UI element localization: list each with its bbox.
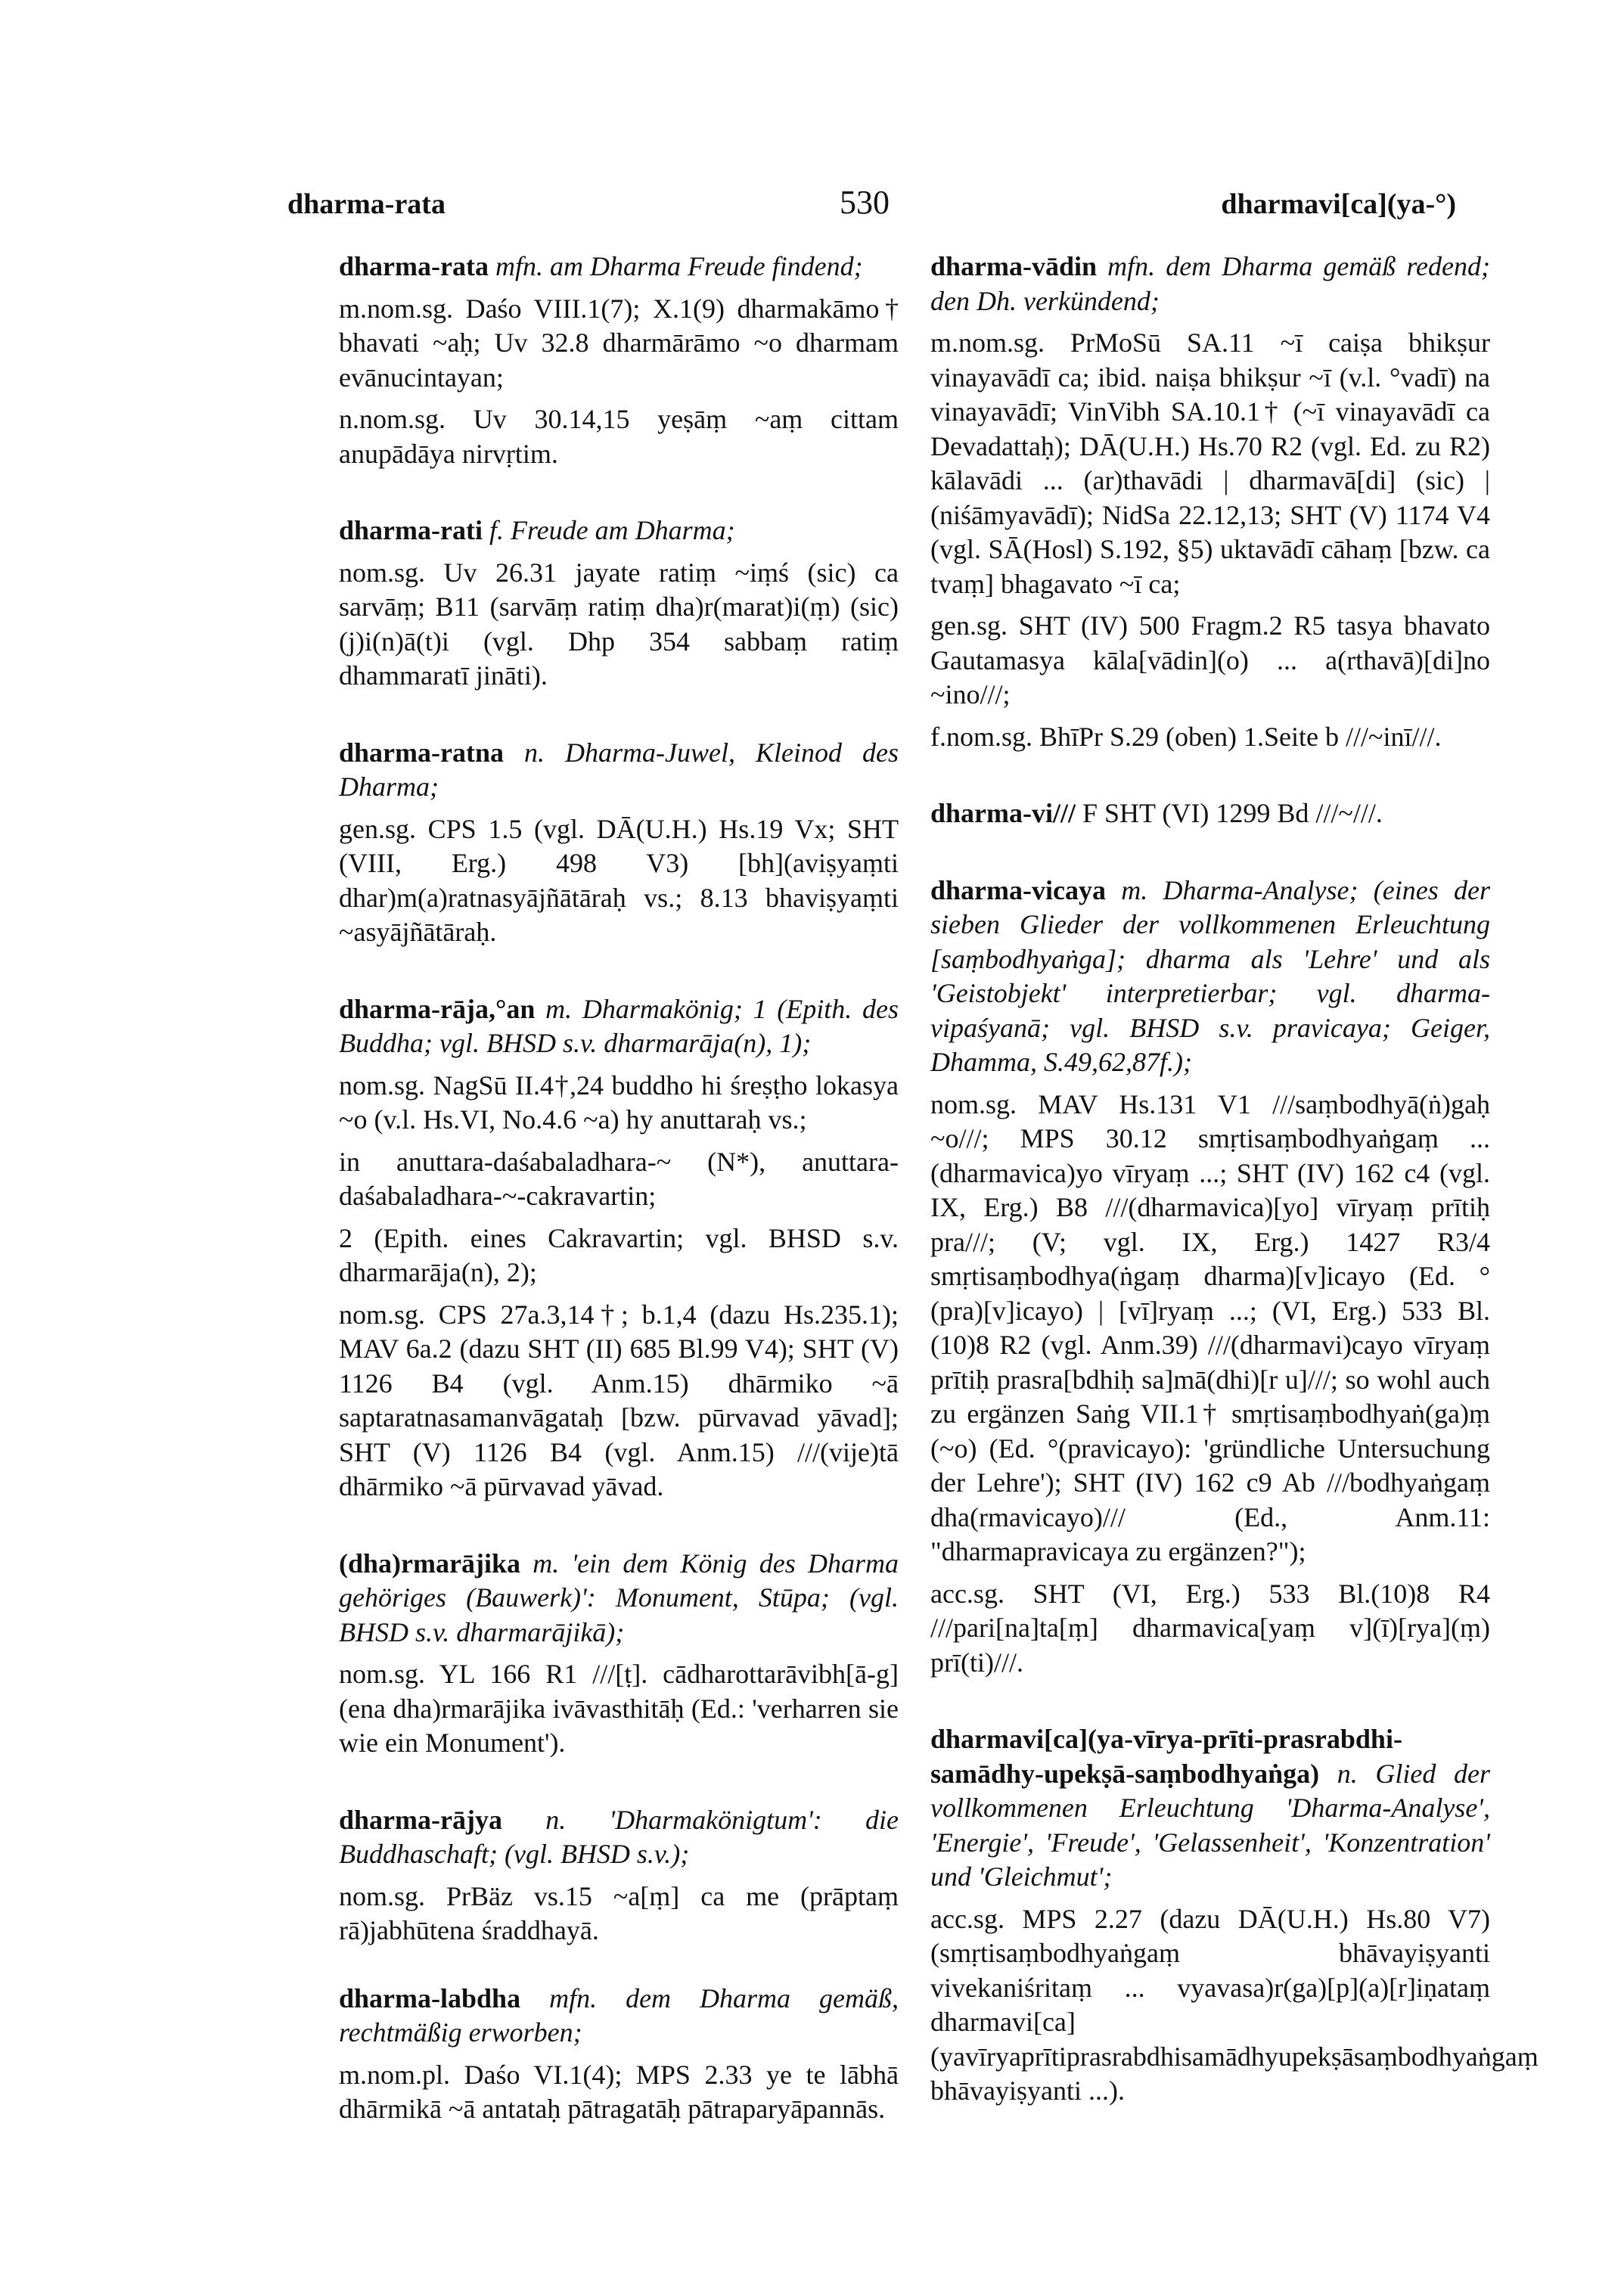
entry-citation: nom.sg. CPS 27a.3,14†; b.1,4 (dazu Hs.235.1); MAV 6a.2 (dazu SHT (II) 685 Bl.99 V4); SHT (V) 1126 B4 (vgl. Anm.15) dhārmiko ~ā saptaratnasamanvāgataḥ [bzw. pūrvavad yāvad]; SHT (V) 1126 B4 (vgl. Anm.15) ///(vije)tā dhārmiko ~ā pūrvavad yāvad.	[339, 1299, 899, 1501]
page-number: 530	[840, 184, 890, 221]
running-head-left: dharma-rata	[287, 188, 446, 220]
dictionary-entry	[930, 874, 1490, 1681]
left-column	[339, 250, 899, 2169]
entry-gloss: m. 'ein dem König des Dharma gehöriges (Bauwerk)': Monument, Stūpa; (vgl. BHSD s.v. dharmarājikā);	[339, 1548, 899, 1647]
entry-gloss: mfn. am Dharma Freude findend;	[495, 251, 863, 281]
entry-citation: 2 (Epith. eines Cakravartin; vgl. BHSD s.v. dharmarāja(n), 2);	[339, 1222, 899, 1287]
entry-citation: m.nom.pl. Daśo VI.1(4); MPS 2.33 ye te lābhā dhārmikā ~ā antataḥ pātragatāḥ pātraparyāpannās.	[339, 2059, 899, 2124]
right-column	[930, 250, 1539, 2151]
dictionary-entry	[339, 1982, 899, 2127]
entry-citation: gen.sg. SHT (IV) 500 Fragm.2 R5 tasya bhavato Gautamasya kāla[vādin](o) ... a(rthavā)[di]no ~ino///;	[930, 610, 1490, 709]
entry-gloss: m. Dharmakönig; 1 (Epith. des Buddha; vgl. BHSD s.v. dharmarāja(n), 1);	[339, 993, 899, 1058]
entry-headword: dharma-vādin	[930, 251, 1098, 281]
entry-headword: dharma-rāja,°an	[339, 993, 536, 1024]
dictionary-entry	[339, 1803, 899, 1948]
dictionary-entry	[930, 1722, 1539, 2109]
dictionary-entry	[339, 736, 899, 950]
entry-citation: acc.sg. SHT (VI, Erg.) 533 Bl.(10)8 R4 ///pari[na]ta[ṃ] dharmavica[yaṃ v](ī)[rya](ṃ) prī(ti)///.	[930, 1578, 1490, 1678]
entry-headword: dharma-rati	[339, 515, 483, 545]
entry-headword: dharmavi[ca](ya-vīrya-prīti-prasrabdhi-samādhy-upekṣā-saṃbodhyaṅga)	[930, 1724, 1402, 1789]
entry-citation: m.nom.sg. Daśo VIII.1(7); X.1(9) dharmakāmo† bhavati ~aḥ; Uv 32.8 dharmārāmo ~o dharmam evānucintayan;	[339, 293, 899, 393]
entry-headword: dharma-vi///	[930, 798, 1076, 828]
entry-citation: n.nom.sg. Uv 30.14,15 yeṣāṃ ~aṃ cittam anupādāya nirvṛtim.	[339, 404, 899, 469]
entry-headword: dharma-labdha	[339, 1982, 521, 2013]
entry-gloss: n. Glied der vollkommenen Erleuchtung 'Dharma-Analyse', 'Energie', 'Freude', 'Gelassenheit', 'Konzentration' und 'Gleichmut';	[930, 1758, 1490, 1892]
entry-gloss: n. 'Dharmakönigtum': die Buddhaschaft; (vgl. BHSD s.v.);	[339, 1804, 899, 1869]
dictionary-entry	[339, 250, 899, 471]
entry-headword: dharma-vicaya	[930, 874, 1106, 905]
entry-citation: acc.sg. MPS 2.27 (dazu DĀ(U.H.) Hs.80 V7) (smṛtisaṃbodhyaṅgaṃ bhāvayiṣyanti vivekaniśritaṃ ... vyavasa)r(ga)[p](a)[r]iṇataṃ dharmavi[ca](yavīryaprītiprasrabdhisamādhyupekṣāsaṃbodhyaṅgaṃ bhāvayiṣyanti ...).	[930, 1903, 1539, 2106]
entry-citation: gen.sg. CPS 1.5 (vgl. DĀ(U.H.) Hs.19 Vx; SHT (VIII, Erg.) 498 V3) [bh](aviṣyaṃti dhar)m(a)ratnasyājñātāraḥ vs.; 8.13 bhaviṣyaṃti ~asyājñātāraḥ.	[339, 813, 899, 947]
dictionary-entry	[930, 250, 1490, 754]
entry-citation: nom.sg. PrBäz vs.15 ~a[ṃ] ca me (prāptaṃ rā)jabhūtena śraddhayā.	[339, 1880, 899, 1945]
entry-citation: m.nom.sg. PrMoSū SA.11 ~ī caiṣa bhikṣur vinayavādī ca; ibid. naiṣa bhikṣur ~ī (v.l. °vadī) na vinayavādī; VinVibh SA.10.1† (~ī vinayavādī ca Devadattaḥ); DĀ(U.H.) Hs.70 R2 (vgl. Ed. zu R2) kālavādi ... (ar)thavādi | dharmavā[di] (sic) | (niśāmyavādī); NidSa 22.12,13; SHT (V) 1174 V4 (vgl. SĀ(Hosl) S.192, §5) uktavādī cāhaṃ [bzw. ca tvaṃ] bhagavato ~ī ca;	[930, 328, 1490, 599]
entry-gloss: f. Freude am Dharma;	[489, 515, 735, 545]
dictionary-entry	[339, 1547, 899, 1761]
running-head-right: dharmavi[ca](ya-°)	[1221, 188, 1456, 220]
entry-citation: in anuttara-daśabaladhara-~ (N*), anuttara-daśabaladhara-~-cakravartin;	[339, 1146, 899, 1211]
entry-citation: nom.sg. Uv 26.31 jayate ratiṃ ~iṃś (sic) ca sarvāṃ; B11 (sarvāṃ ratiṃ dha)r(marat)i(ṃ) (sic) (j)i(n)ā(t)i (vgl. Dhp 354 sabbaṃ ratiṃ dhammaratī jināti).	[339, 557, 899, 691]
entry-citation: nom.sg. YL 166 R1 ///[ṭ]. cādharottarāvibh[ā-g](ena dha)rmarājika ivāvasthitāḥ (Ed.: 'verharren sie wie ein Monument').	[339, 1659, 899, 1758]
entry-citation: f.nom.sg. BhīPr S.29 (oben) 1.Seite b ///~inī///.	[930, 721, 1442, 752]
entry-gloss: m. Dharma-Analyse; (eines der sieben Glieder der vollkommenen Erleuchtung [saṃbodhyaṅga]; dharma als 'Lehre' und als 'Geistobjekt' interpretierbar; vgl. dharma-vipaśyanā; vgl. BHSD s.v. pravicaya; Geiger, Dhamma, S.49,62,87f.);	[930, 874, 1490, 1077]
dictionary-entry	[339, 992, 899, 1504]
entry-gloss: F SHT (VI) 1299 Bd ///~///.	[1082, 798, 1383, 828]
entry-headword: dharma-rata	[339, 251, 489, 281]
entry-citation: nom.sg. MAV Hs.131 V1 ///saṃbodhyā(ṅ)gaḥ ~o///; MPS 30.12 smṛtisaṃbodhyaṅgaṃ ... (dharmavica)yo vīryaṃ ...; SHT (IV) 162 c4 (vgl. IX, Erg.) B8 ///(dharmavica)[yo] vīryaṃ prītiḥ pra///; (V; vgl. IX, Erg.) 1427 R3/4 smṛtisaṃbodhya(ṅgaṃ dharma)[v]icayo (Ed. °(pra)[v]icayo) | [vī]ryaṃ ...; (VI, Erg.) 533 Bl.(10)8 R2 (vgl. Anm.39) ///(dharmavi)cayo vīryaṃ prītiḥ prasra[bdhiḥ sa]mā(dhi)[r u]///; so wohl auch zu ergänzen Saṅg VII.1† smṛtisaṃbodhyaṅ(ga)ṃ (~o) (Ed. °(pravicayo): 'gründliche Untersuchung der Lehre'); SHT (IV) 162 c9 Ab ///bodhyaṅgaṃ dha(rmavicayo)/// (Ed., Anm.11: "dharmapravicaya zu ergänzen?");	[930, 1088, 1490, 1566]
entry-gloss: mfn. dem Dharma gemäß redend; den Dh. verkündend;	[930, 251, 1491, 316]
entry-headword: dharma-ratna	[339, 737, 504, 768]
entry-headword: (dha)rmarājika	[339, 1548, 520, 1579]
dictionary-entry	[930, 796, 1490, 831]
entry-gloss: n. Dharma-Juwel, Kleinod des Dharma;	[339, 737, 899, 802]
dictionary-entry	[339, 514, 899, 694]
entry-citation: nom.sg. NagSū II.4†,24 buddho hi śreṣṭho lokasya ~o (v.l. Hs.VI, No.4.6 ~a) hy anuttaraḥ vs.;	[339, 1070, 899, 1135]
entry-headword: dharma-rājya	[339, 1804, 502, 1835]
entry-gloss: mfn. dem Dharma gemäß, rechtmäßig erworben;	[339, 1982, 899, 2047]
